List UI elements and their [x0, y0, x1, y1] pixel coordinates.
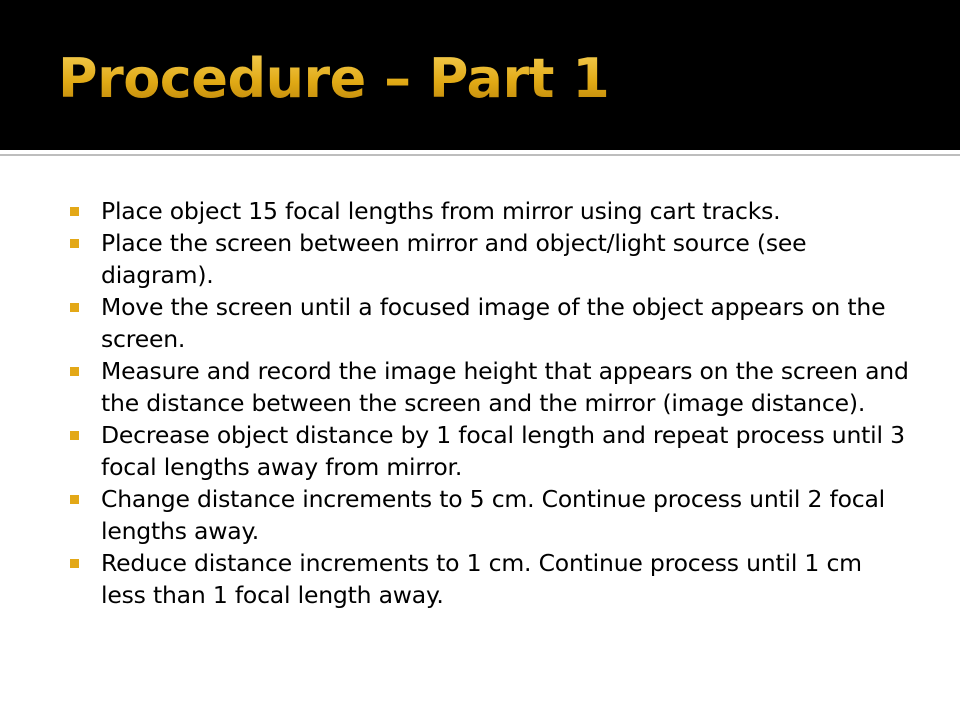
list-item	[70, 547, 910, 611]
title-divider-line	[0, 154, 960, 156]
list-item	[70, 227, 910, 291]
bullet-text: Place the screen between mirror and object/light source (see diagram).	[101, 229, 807, 289]
list-item	[70, 419, 910, 483]
bullet-text: Decrease object distance by 1 focal length and repeat process until 3 focal lengths away from mirror.	[101, 421, 905, 481]
bullet-list	[70, 195, 910, 611]
bullet-text: Move the screen until a focused image of the object appears on the screen.	[101, 293, 886, 353]
square-bullet-icon	[70, 239, 79, 248]
list-item	[70, 195, 910, 227]
bullet-text: Change distance increments to 5 cm. Continue process until 2 focal lengths away.	[101, 485, 886, 545]
square-bullet-icon	[70, 367, 79, 376]
square-bullet-icon	[70, 559, 79, 568]
square-bullet-icon	[70, 207, 79, 216]
bullet-text: Reduce distance increments to 1 cm. Continue process until 1 cm less than 1 focal length away.	[101, 549, 862, 609]
title-band	[0, 0, 960, 150]
bullet-text: Place object 15 focal lengths from mirror using cart tracks.	[101, 197, 781, 225]
square-bullet-icon	[70, 495, 79, 504]
list-item	[70, 291, 910, 355]
bullet-text: Measure and record the image height that appears on the screen and the distance between the screen and the mirror (image distance).	[101, 357, 909, 417]
list-item	[70, 483, 910, 547]
slide-title: Procedure – Part 1	[58, 47, 610, 110]
square-bullet-icon	[70, 303, 79, 312]
list-item	[70, 355, 910, 419]
content-area	[0, 158, 960, 720]
square-bullet-icon	[70, 431, 79, 440]
